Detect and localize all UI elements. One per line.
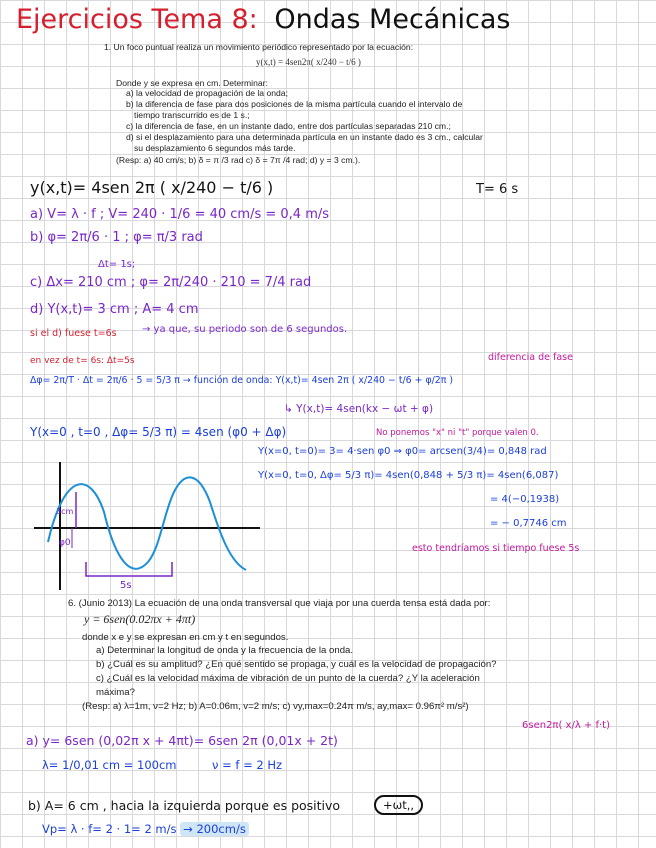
- displacement-result: = − 0,7746 cm: [490, 518, 567, 529]
- ex6-item-a: a) Determinar la longitud de onda y la frecuencia de la onda.: [96, 645, 354, 656]
- amplitude-label: 3cm: [56, 507, 74, 516]
- title-red: Ejercicios Tema 8:: [16, 4, 258, 35]
- answer-b: b) φ= 2π/6 · 1 ; φ= π/3 rad: [30, 230, 203, 245]
- period-label: T= 6 s: [476, 182, 519, 197]
- answer-a: a) V= λ · f ; V= 240 · 1/6 = 40 cm/s = 0,4 m/s: [30, 207, 330, 222]
- ex1-question: 1. Un foco puntual realiza un movimiento periódico representado por la ecuación:: [104, 42, 414, 52]
- ex6-intro: donde x e y se expresan en cm y t en segundos.: [82, 632, 289, 643]
- answer-d: d) Y(x,t)= 3 cm ; A= 4 cm: [30, 302, 199, 317]
- ex6-item-c-cont: máxima?: [96, 687, 135, 698]
- general-form-note: 6sen2π( x/λ + f·t): [522, 720, 610, 731]
- wave-curve: [48, 477, 246, 570]
- ex1-item-c: c) la diferencia de fase, en un instante dado, entre dos partículas separadas 210 cm.;: [126, 121, 451, 131]
- ex1-item-a: a) la velocidad de propagación de la onda;: [126, 88, 288, 98]
- ex6-question: 6. (Junio 2013) La ecuación de una onda transversal que viaja por una cuerda tensa está dada por:: [68, 598, 491, 609]
- ex1-equation: y(x,t) = 4sen2π( x/240 − t/6 ): [256, 57, 361, 67]
- circled-term: +ωt,,: [374, 795, 423, 815]
- ex6-equation: y = 6sen(0.02πx + 4πt): [84, 612, 196, 626]
- answer-6b: b) A= 6 cm , hacia la izquierda porque es positivo: [28, 798, 341, 813]
- propagation-speed: [42, 822, 249, 836]
- wave-graph: [24, 452, 264, 594]
- phi0-label: φ0: [59, 538, 71, 548]
- ex1-item-b: b) la diferencia de fase para dos posiciones de la misma partícula cuando el intervalo de: [126, 99, 463, 109]
- period-5s-label: 5s: [120, 580, 132, 591]
- displacement-step: = 4(−0,1938): [490, 494, 560, 505]
- initial-phase: Y(x=0, t=0)= 3= 4·sen φ0 ⇒ φ0= arcsen(3/4)= 0,848 rad: [258, 446, 547, 457]
- answer-c: c) Δx= 210 cm ; φ= 2π/240 · 210 = 7/4 rad: [30, 275, 312, 290]
- delta-t: Δt= 1s;: [98, 259, 136, 270]
- note-x-t-zero: No ponemos "x" ni "t" porque valen 0.: [376, 428, 539, 438]
- ex6-item-b: b) ¿Cuál es su amplitud? ¿En qué sentido se propaga, y cuál es la velocidad de propagación?: [96, 659, 497, 670]
- phase-difference-label: diferencia de fase: [488, 352, 573, 363]
- note-period: → ya que, su periodo son de 6 segundos.: [142, 324, 348, 335]
- general-wave-equation: ↳ Y(x,t)= 4sen(kx − ωt + φ): [284, 403, 434, 415]
- propagation-speed-cms: → 200cm/s: [180, 822, 249, 836]
- ex1-intro: Donde y se expresa en cm. Determinar:: [116, 78, 268, 88]
- answer-6a-equation: a) y= 6sen (0,02π x + 4πt)= 6sen 2π (0,01x + 2t): [26, 733, 338, 748]
- ex1-item-d: d) si el desplazamiento para una determinada partícula en un instante dado es 3 cm., calcular: [126, 132, 483, 142]
- phase-equation: Y(x=0 , t=0 , Δφ= 5/3 π) = 4sen (φ0 + Δφ): [30, 425, 287, 439]
- ex6-item-c: c) ¿Cuál es la velocidad máxima de vibración de un punto de la cuerda? ¿Y la aceleración: [96, 673, 480, 684]
- displacement-calc: Y(x=0, t=0, Δφ= 5/3 π)= 4sen(0,848 + 5/3 π)= 4sen(6,087): [258, 470, 559, 481]
- conclusion-note: esto tendríamos si tiempo fuese 5s: [412, 543, 580, 554]
- wave-equation: y(x,t)= 4sen 2π ( x/240 − t/6 ): [30, 178, 274, 197]
- ex6-response: (Resp: a) λ=1m, ν=2 Hz; b) A=0.06m, v=2 m/s; c) vy,max=0.24π m/s, ay,max= 0.96π² m/s²): [82, 701, 469, 712]
- period-bracket: [86, 562, 172, 576]
- delta-phi-equation: Δφ= 2π/T · Δt = 2π/6 · 5 = 5/3 π → función de onda: Y(x,t)= 4sen 2π ( x/240 − t/6 + φ/2π ): [30, 375, 454, 386]
- ex1-item-b-cont: tiempo transcurrido es de 1 s.;: [134, 110, 250, 120]
- page-title: [16, 4, 510, 36]
- wavelength: λ= 1/0,01 cm = 100cm: [42, 758, 177, 772]
- propagation-speed-ms: Vp= λ · f= 2 · 1= 2 m/s: [42, 822, 177, 836]
- ex1-response: (Resp: a) 40 cm/s; b) δ = π /3 rad c) δ = 7π /4 rad; d) y = 3 cm.).: [116, 155, 361, 165]
- note-5s: en vez de t= 6s: Δt=5s: [30, 356, 135, 366]
- frequency: ν = f = 2 Hz: [212, 758, 283, 772]
- ex1-item-d-cont: su desplazamiento 6 segundos más tarde.: [134, 143, 296, 153]
- title-black: Ondas Mecánicas: [274, 4, 511, 35]
- note-if-6s: si el d) fuese t=6s: [30, 328, 117, 339]
